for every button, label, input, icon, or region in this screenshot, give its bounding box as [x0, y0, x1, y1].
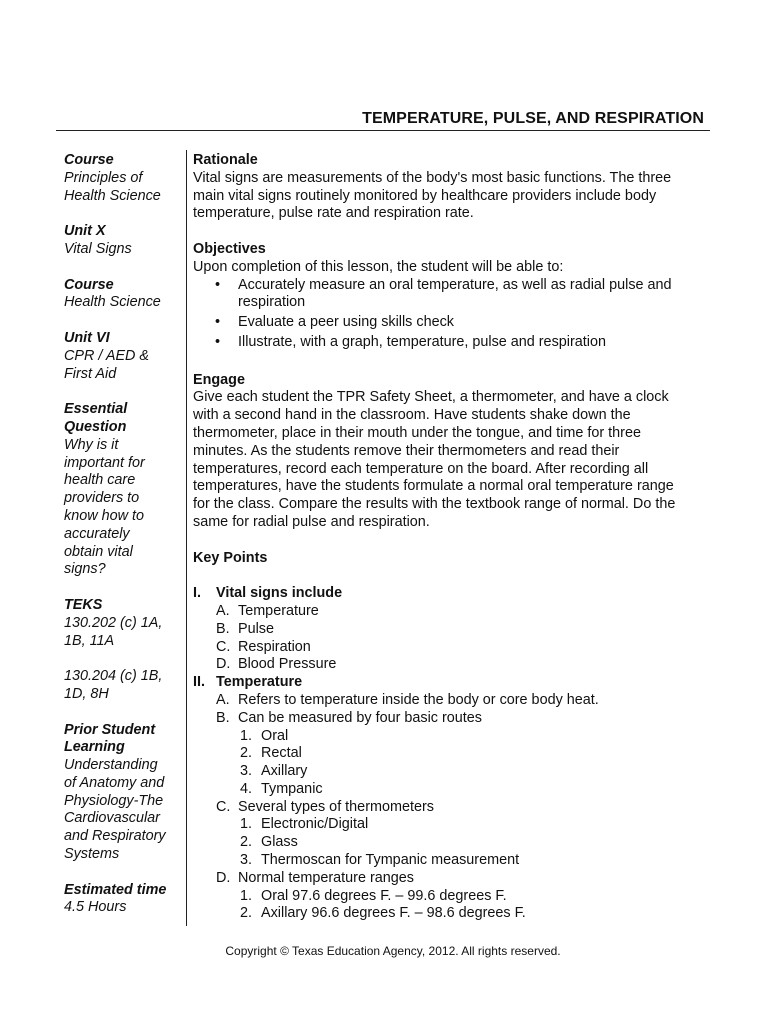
- sidebar-value: health care: [64, 472, 136, 489]
- outline-text: Electronic/Digital: [261, 816, 369, 833]
- outline-item: [193, 621, 713, 639]
- outline-item: [193, 781, 713, 799]
- outline-text: Oral 97.6 degrees F. – 99.6 degrees F.: [261, 887, 507, 904]
- engage-line: thermometer, place in their mouth under the tongue, and time for three: [193, 424, 641, 441]
- objectives-list: [193, 277, 713, 352]
- outline-item: [193, 888, 713, 906]
- copyright-footer: Copyright © Texas Education Agency, 2012. All rights reserved.: [225, 944, 561, 958]
- engage-line: temperatures, have the students formulate a normal oral temperature range: [193, 478, 674, 495]
- outline-number: B.: [216, 709, 230, 726]
- outline-text: Oral: [261, 727, 289, 744]
- outline-text: Temperature: [238, 602, 319, 619]
- sidebar-value: Systems: [64, 846, 120, 863]
- objective-text: Evaluate a peer using skills check: [238, 314, 454, 331]
- sidebar-heading: Course: [64, 152, 114, 168]
- objective-item: [193, 334, 713, 352]
- sidebar-block: [64, 223, 182, 259]
- column-divider: [186, 150, 187, 926]
- outline-number: 1.: [240, 727, 253, 744]
- outline-text: Respiration: [238, 638, 311, 655]
- sidebar-block: [64, 277, 182, 313]
- sidebar-value: Principles of: [64, 169, 143, 186]
- outline-number: 4.: [240, 780, 253, 797]
- sidebar-heading: Learning: [64, 739, 125, 756]
- outline-text: Blood Pressure: [238, 656, 337, 673]
- lesson-info-sidebar: [64, 152, 182, 935]
- sidebar-value: First Aid: [64, 365, 117, 382]
- sidebar-value: of Anatomy and: [64, 774, 165, 791]
- sidebar-value: 130.204 (c) 1B,: [64, 668, 163, 685]
- outline-text: Rectal: [261, 745, 302, 762]
- sidebar-value: 130.202 (c) 1A,: [64, 614, 163, 631]
- outline-item: [193, 656, 713, 674]
- bullet-icon: •: [215, 314, 221, 331]
- outline-text: Normal temperature ranges: [238, 869, 414, 886]
- outline-text: Thermoscan for Tympanic measurement: [261, 852, 520, 869]
- engage-line: Give each student the TPR Safety Sheet, a thermometer, and have a clock: [193, 389, 669, 406]
- objective-text: Accurately measure an oral temperature, as well as radial pulse and: [238, 276, 672, 293]
- lesson-body: [193, 152, 713, 923]
- outline-number: 2.: [240, 834, 253, 851]
- sidebar-value: Cardiovascular: [64, 810, 160, 827]
- outline-item: [193, 905, 713, 923]
- outline-text: Can be measured by four basic routes: [238, 709, 482, 726]
- key-points-outline: [193, 585, 713, 923]
- rationale-line: main vital signs routinely monitored by healthcare providers include body: [193, 187, 657, 204]
- title-divider: [56, 130, 710, 131]
- sidebar-value: 1D, 8H: [64, 685, 109, 702]
- sidebar-block: [64, 668, 182, 704]
- engage-line: with a second hand in the classroom. Have students shake down the: [193, 407, 631, 424]
- document-title: TEMPERATURE, PULSE, AND RESPIRATION: [362, 110, 704, 127]
- outline-number: D.: [216, 869, 231, 886]
- sidebar-value: Health Science: [64, 294, 161, 311]
- outline-number: 1.: [240, 887, 253, 904]
- objective-item: [193, 277, 713, 313]
- outline-number: 1.: [240, 816, 253, 833]
- sidebar-value: important for: [64, 454, 145, 471]
- sidebar-value: Why is it: [64, 436, 119, 453]
- sidebar-value: accurately: [64, 525, 130, 542]
- outline-item: [193, 870, 713, 888]
- sidebar-value: Vital Signs: [64, 240, 132, 257]
- sidebar-value: providers to: [64, 490, 140, 507]
- sidebar-heading: Unit X: [64, 223, 106, 240]
- objectives-intro: Upon completion of this lesson, the student will be able to:: [193, 258, 564, 275]
- outline-number: C.: [216, 798, 231, 815]
- bullet-icon: •: [215, 333, 221, 350]
- objective-item: [193, 314, 713, 332]
- sidebar-block: [64, 722, 182, 864]
- objective-text: Illustrate, with a graph, temperature, pulse and respiration: [238, 333, 606, 350]
- outline-text: Temperature: [216, 674, 303, 691]
- sidebar-value: Health Science: [64, 187, 161, 204]
- outline-item: [193, 585, 713, 603]
- sidebar-value: 1B, 11A: [64, 632, 115, 649]
- sidebar-value: Understanding: [64, 757, 158, 774]
- outline-number: 3.: [240, 763, 253, 780]
- outline-text: Refers to temperature inside the body or core body heat.: [238, 691, 599, 708]
- objectives-heading: Objectives: [193, 240, 266, 257]
- outline-text: Vital signs include: [216, 585, 343, 602]
- outline-item: [193, 710, 713, 728]
- sidebar-heading: Course: [64, 276, 114, 293]
- sidebar-heading: Prior Student: [64, 721, 156, 738]
- rationale-heading: Rationale: [193, 152, 258, 168]
- outline-number: A.: [216, 691, 230, 708]
- sidebar-heading: Estimated time: [64, 881, 167, 898]
- sidebar-value: know how to: [64, 507, 144, 524]
- sidebar-value: obtain vital: [64, 543, 133, 560]
- key-points-heading: Key Points: [193, 549, 268, 566]
- objective-text: respiration: [238, 294, 306, 311]
- outline-number: I.: [193, 585, 201, 602]
- sidebar-block: [64, 597, 182, 650]
- outline-text: Pulse: [238, 620, 274, 637]
- outline-item: [193, 745, 713, 763]
- sidebar-heading: Question: [64, 418, 127, 435]
- outline-item: [193, 763, 713, 781]
- outline-item: [193, 639, 713, 657]
- outline-item: [193, 852, 713, 870]
- sidebar-value: 4.5 Hours: [64, 899, 127, 916]
- outline-item: [193, 603, 713, 621]
- sidebar-block: [64, 882, 182, 918]
- sidebar-value: CPR / AED &: [64, 347, 150, 364]
- outline-text: Tympanic: [261, 780, 323, 797]
- outline-number: A.: [216, 602, 230, 619]
- sidebar-value: signs?: [64, 561, 106, 578]
- engage-text: [193, 389, 713, 531]
- rationale-line: Vital signs are measurements of the body's most basic functions. The three: [193, 169, 672, 186]
- outline-number: 2.: [240, 905, 253, 922]
- outline-number: C.: [216, 638, 231, 655]
- sidebar-block: [64, 330, 182, 383]
- outline-text: Several types of thermometers: [238, 798, 434, 815]
- sidebar-block: [64, 401, 182, 579]
- outline-number: D.: [216, 656, 231, 673]
- engage-line: temperatures, record each temperature on the board. After recording all: [193, 460, 649, 477]
- engage-line: for the class. Compare the results with the textbook range of normal. Do the: [193, 496, 676, 513]
- outline-item: [193, 799, 713, 817]
- outline-number: 3.: [240, 852, 253, 869]
- outline-number: II.: [193, 674, 205, 691]
- outline-number: 2.: [240, 745, 253, 762]
- outline-item: [193, 692, 713, 710]
- outline-item: [193, 728, 713, 746]
- sidebar-value: Physiology-The: [64, 792, 164, 809]
- outline-text: Glass: [261, 834, 298, 851]
- sidebar-heading: TEKS: [64, 596, 103, 613]
- outline-item: [193, 674, 713, 692]
- outline-text: Axillary 96.6 degrees F. – 98.6 degrees F.: [261, 905, 526, 922]
- sidebar-heading: Essential: [64, 401, 128, 418]
- rationale-line: temperature, pulse rate and respiration rate.: [193, 205, 474, 222]
- sidebar-heading: Unit VI: [64, 329, 110, 346]
- outline-text: Axillary: [261, 763, 308, 780]
- outline-item: [193, 816, 713, 834]
- outline-number: B.: [216, 620, 230, 637]
- rationale-text: [193, 170, 713, 223]
- engage-line: minutes. As the students remove their thermometers and read their: [193, 442, 620, 459]
- engage-line: same for radial pulse and respiration.: [193, 513, 430, 530]
- engage-heading: Engage: [193, 371, 245, 388]
- sidebar-value: and Respiratory: [64, 828, 166, 845]
- bullet-icon: •: [215, 276, 221, 293]
- outline-item: [193, 834, 713, 852]
- sidebar-block: [64, 152, 182, 205]
